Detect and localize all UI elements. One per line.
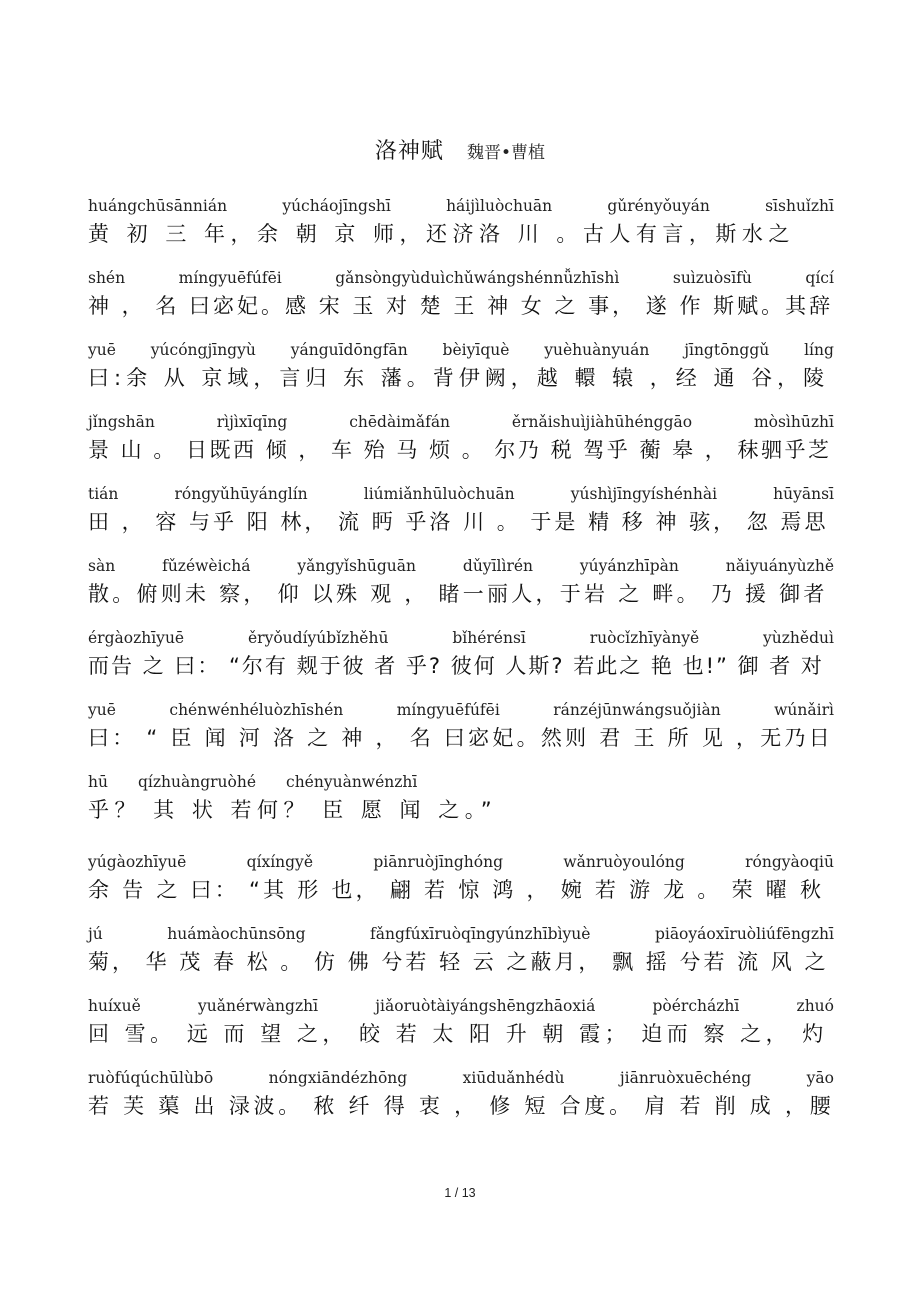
verse-line: [88, 924, 834, 976]
verse-line: [88, 340, 834, 392]
pinyin-word: yuē: [88, 341, 116, 359]
pinyin-word: qíxíngyě: [246, 853, 313, 871]
hanzi-line: 神 ， 名 曰宓妃。感 宋 玉 对 楚 王 神 女 之 事， 遂 作 斯赋。其辞: [88, 294, 834, 318]
verse-line: [88, 412, 834, 464]
verse-line: [88, 852, 834, 904]
hanzi-line: 而告 之 曰： “尔有 觌于彼 者 乎? 彼何 人斯? 若此之 艳 也!” 御 者 对: [88, 654, 824, 678]
hanzi-line: 黄 初 三 年，余 朝 京 师，还济洛 川 。古人有言，斯水之: [88, 222, 795, 246]
pinyin-word: mòsìhūzhī: [753, 413, 834, 431]
pinyin-word: liúmiǎnhūluòchuān: [363, 485, 515, 503]
pinyin-word: yúcháojīngshī: [282, 197, 391, 215]
pinyin-line: [88, 924, 834, 944]
pinyin-word: chényuànwénzhī: [286, 773, 418, 791]
pinyin-word: jīngtōnggǔ: [684, 341, 770, 359]
pinyin-word: ěrnǎishuìjiàhūhénggāo: [511, 413, 693, 431]
poem-title: 洛神赋: [374, 139, 444, 164]
poem-author: 魏晋•曹植: [467, 143, 546, 163]
pinyin-word: huíxuě: [88, 997, 141, 1015]
hanzi-line: 曰： “ 臣 闻 河 洛 之 神 ， 名 曰宓妃。然则 君 王 所 见 ，无乃日: [88, 726, 834, 750]
pinyin-word: róngyàoqiū: [745, 853, 834, 871]
pinyin-word: nǎiyuányùzhě: [725, 557, 834, 575]
pinyin-word: míngyuēfúfēi: [396, 701, 500, 719]
pinyin-word: yúshìjīngyíshénhài: [570, 485, 718, 503]
pinyin-word: shén: [88, 269, 126, 287]
hanzi-line: 田 ， 容 与乎 阳 林， 流 眄 乎洛 川 。 于是 精 移 神 骇， 忽 焉思: [88, 510, 829, 534]
hanzi-line: 乎？ 其 状 若何？ 臣 愿 闻 之。”: [88, 798, 498, 822]
pinyin-word: qízhuàngruòhé: [137, 773, 257, 791]
pinyin-word: suìzuòsīfù: [672, 269, 752, 287]
pinyin-word: hū: [88, 773, 108, 791]
pinyin-word: yǎngyǐshūguān: [297, 557, 417, 575]
verse-line: [88, 268, 834, 320]
pinyin-word: fǎngfúxīruòqīngyúnzhībìyuè: [370, 925, 591, 943]
pinyin-word: nóngxiāndézhōng: [268, 1069, 408, 1087]
pinyin-word: róngyǔhūyánglín: [174, 485, 308, 503]
pinyin-word: gǎnsòngyùduìchǔwángshénnǚzhīshì: [335, 269, 620, 287]
verse-line: [88, 772, 834, 824]
verse-line: [88, 1068, 834, 1120]
pinyin-word: pòércházhī: [652, 997, 740, 1015]
pinyin-word: sīshuǐzhī: [765, 197, 834, 215]
pinyin-word: bǐhérénsī: [452, 629, 526, 647]
pinyin-word: dǔyīlìrén: [462, 557, 534, 575]
pinyin-word: tián: [88, 485, 119, 503]
pinyin-word: fǔzéwèichá: [162, 557, 251, 575]
hanzi-line: 若 芙 蕖 出 渌波。 秾 纤 得 衷 ， 修 短 合度。 肩 若 削 成 ，腰: [88, 1094, 834, 1118]
hanzi-line: 景 山 。 日既西 倾 ， 车 殆 马 烦 。 尔乃 税 驾乎 蘅 皋 ， 秣驷乎芝: [88, 438, 832, 462]
hanzi-line: 散。俯则未 察， 仰 以殊 观 ， 睹一丽人，于岩 之 畔。 乃 援 御者: [88, 582, 828, 606]
pinyin-line: [88, 556, 834, 576]
pinyin-word: ruòfúqúchūlùbō: [88, 1069, 214, 1087]
pinyin-line: [88, 196, 834, 216]
pinyin-line: [88, 996, 834, 1016]
pinyin-line: [88, 340, 834, 360]
hanzi-line: 余 告 之 曰： “其 形 也， 翩 若 惊 鸿 ， 婉 若 游 龙 。 荣 曜 秋: [88, 878, 825, 902]
pinyin-word: gǔrényǒuyán: [607, 197, 710, 215]
pinyin-word: piāoyáoxīruòliúfēngzhī: [654, 925, 834, 943]
verse-line: [88, 484, 834, 536]
pinyin-word: piānruòjīnghóng: [373, 853, 504, 871]
verse-line: [88, 628, 834, 680]
pinyin-word: yúgàozhīyuē: [88, 853, 187, 871]
pinyin-word: yāo: [806, 1069, 834, 1087]
verse-line: [88, 556, 834, 608]
pinyin-line: [88, 852, 834, 872]
pinyin-word: érgàozhīyuē: [88, 629, 185, 647]
pinyin-line: [88, 1068, 834, 1088]
pinyin-word: bèiyīquè: [442, 341, 510, 359]
pinyin-word: qící: [805, 269, 834, 287]
verse-line: [88, 196, 834, 248]
pinyin-word: ěryǒudíyúbǐzhěhū: [248, 629, 389, 647]
pinyin-line: [88, 628, 834, 648]
hanzi-line: 回 雪。 远 而 望 之， 皎 若 太 阳 升 朝 霞； 迫而 察 之， 灼: [88, 1022, 828, 1046]
pinyin-word: huámàochūnsōng: [167, 925, 306, 943]
hanzi-line: 曰:余 从 京域，言归 东 藩。背伊阙，越 轘 辕 ，经 通 谷，陵: [88, 366, 830, 390]
pinyin-word: jú: [88, 925, 103, 943]
page-number: 1 / 13: [444, 1186, 476, 1200]
pinyin-word: chénwénhéluòzhīshén: [169, 701, 344, 719]
pinyin-line: [88, 412, 834, 432]
pinyin-word: wǎnruòyoulóng: [563, 853, 685, 871]
pinyin-word: yuèhuànyuán: [544, 341, 650, 359]
verse-line: [88, 996, 834, 1048]
verse-line: [88, 700, 834, 752]
pinyin-word: jiǎoruòtàiyángshēngzhāoxiá: [375, 997, 596, 1015]
pinyin-word: míngyuēfúfēi: [178, 269, 282, 287]
pinyin-word: wúnǎirì: [774, 701, 834, 719]
pinyin-line: [88, 268, 834, 288]
pinyin-word: huángchūsānnián: [88, 197, 228, 215]
pinyin-word: zhuó: [796, 997, 834, 1015]
pinyin-word: sàn: [88, 557, 116, 575]
pinyin-word: yuē: [88, 701, 116, 719]
hanzi-line: 菊， 华 茂 春 松 。 仿 佛 兮若 轻 云 之蔽月， 飘 摇 兮若 流 风 之: [88, 950, 829, 974]
pinyin-word: rìjìxīqīng: [216, 413, 288, 431]
pinyin-word: háijìluòchuān: [446, 197, 553, 215]
pinyin-line: [88, 700, 834, 720]
pinyin-word: hūyānsī: [773, 485, 834, 503]
pinyin-word: yúcóngjīngyù: [150, 341, 256, 359]
pinyin-word: yúyánzhīpàn: [579, 557, 679, 575]
pinyin-line: [88, 484, 834, 504]
pinyin-word: yùzhěduì: [763, 629, 834, 647]
pinyin-word: yuǎnérwàngzhī: [198, 997, 319, 1015]
pinyin-word: xiūduǎnhédù: [462, 1069, 565, 1087]
pinyin-word: yánguīdōngfān: [290, 341, 408, 359]
pinyin-word: chēdàimǎfán: [349, 413, 451, 431]
pinyin-word: jiānruòxuēchéng: [619, 1069, 752, 1087]
pinyin-word: líng: [804, 341, 834, 359]
document-title: [0, 134, 920, 165]
pinyin-word: ránzéjūnwángsuǒjiàn: [553, 701, 721, 719]
pinyin-word: jǐngshān: [88, 413, 155, 431]
pinyin-word: ruòcǐzhīyànyě: [589, 629, 700, 647]
pinyin-line: [88, 772, 834, 792]
